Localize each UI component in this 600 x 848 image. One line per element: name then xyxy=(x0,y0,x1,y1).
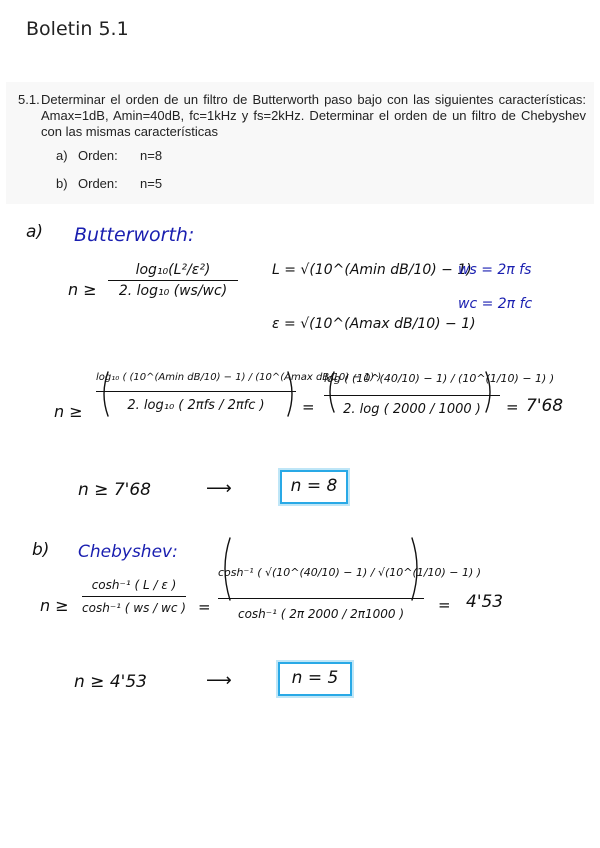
formula-numerator: cosh⁻¹ ( L / ε ) xyxy=(91,578,177,592)
equals-sign: = xyxy=(438,596,451,614)
paren-stroke xyxy=(486,372,490,412)
part-a-final-inequality: n ≥ 7'68 xyxy=(78,480,151,500)
part-a-heading: Butterworth: xyxy=(74,224,195,246)
answer-label: Orden: xyxy=(78,148,118,163)
substitution-denominator: 2. log ( 2000 / 1000 ) xyxy=(343,402,481,417)
substitution-numerator: cosh⁻¹ ( √(10^(40/10) − 1) / √(10^(1/10) − 1) ) xyxy=(218,566,482,579)
part-b-inequality: n ≥ xyxy=(40,596,69,615)
paren-stroke xyxy=(412,538,417,600)
answer-letter: a) xyxy=(56,148,68,163)
part-a-result: n = 8 xyxy=(280,470,348,504)
paren-stroke xyxy=(330,372,334,412)
part-b-result: n = 5 xyxy=(278,662,352,696)
substitution-numerator: log₁₀ ( (10^(Amin dB/10) − 1) / (10^(Amax dB/10) − 1) ) xyxy=(96,372,382,383)
arrow-icon: ⟶ xyxy=(206,478,232,499)
formula-denominator: 2. log₁₀ (ws/wc) xyxy=(118,283,228,299)
paren-stroke xyxy=(225,538,230,600)
part-b-value: 4'53 xyxy=(466,592,504,612)
part-b-final-inequality: n ≥ 4'53 xyxy=(74,672,147,692)
substitution-denominator: 2. log₁₀ ( 2πfs / 2πfc ) xyxy=(127,398,265,413)
substitution-denominator: cosh⁻¹ ( 2π 2000 / 2π1000 ) xyxy=(237,607,405,621)
problem-number: 5.1. xyxy=(18,92,40,107)
part-a-inequality: n ≥ xyxy=(68,280,97,299)
answer-letter: b) xyxy=(56,176,68,191)
part-b-heading: Chebyshev: xyxy=(78,542,178,562)
epsilon-definition: ε = √(10^(Amax dB/10) − 1) xyxy=(272,316,476,332)
answer-value: n=8 xyxy=(140,148,163,163)
answer-value: n=5 xyxy=(140,176,163,191)
ws-definition: ws = 2π fs xyxy=(458,262,532,278)
substitution-numerator: log ( (10^(40/10) − 1) / (10^(1/10) − 1) ) xyxy=(324,372,555,385)
arrow-icon: ⟶ xyxy=(206,670,232,691)
part-a-inequality-2: n ≥ xyxy=(54,402,83,421)
L-definition: L = √(10^(Amin dB/10) − 1) xyxy=(272,262,472,278)
part-a-value: 7'68 xyxy=(526,396,564,416)
part-a-letter: a) xyxy=(26,222,44,242)
equals-sign: = xyxy=(198,598,211,616)
part-b-letter: b) xyxy=(32,540,50,560)
answer-label: Orden: xyxy=(78,176,118,191)
page-title: Boletin 5.1 xyxy=(26,18,129,40)
paren-stroke xyxy=(288,372,292,416)
formula-numerator: log₁₀(L²/ε²) xyxy=(135,262,211,278)
equals-sign: = xyxy=(506,398,519,416)
paren-stroke xyxy=(104,372,108,416)
formula-denominator: cosh⁻¹ ( ws / wc ) xyxy=(82,601,186,615)
problem-text: Determinar el orden de un filtro de Butterworth paso bajo con las siguientes características: Amax=1dB, Amin=40dB, fc=1kHz y fs=2kHz. Determinar el orden de un filtro de Chebyshev con las mismas características xyxy=(41,92,586,139)
equals-sign: = xyxy=(302,398,315,416)
wc-definition: wc = 2π fc xyxy=(458,296,533,312)
